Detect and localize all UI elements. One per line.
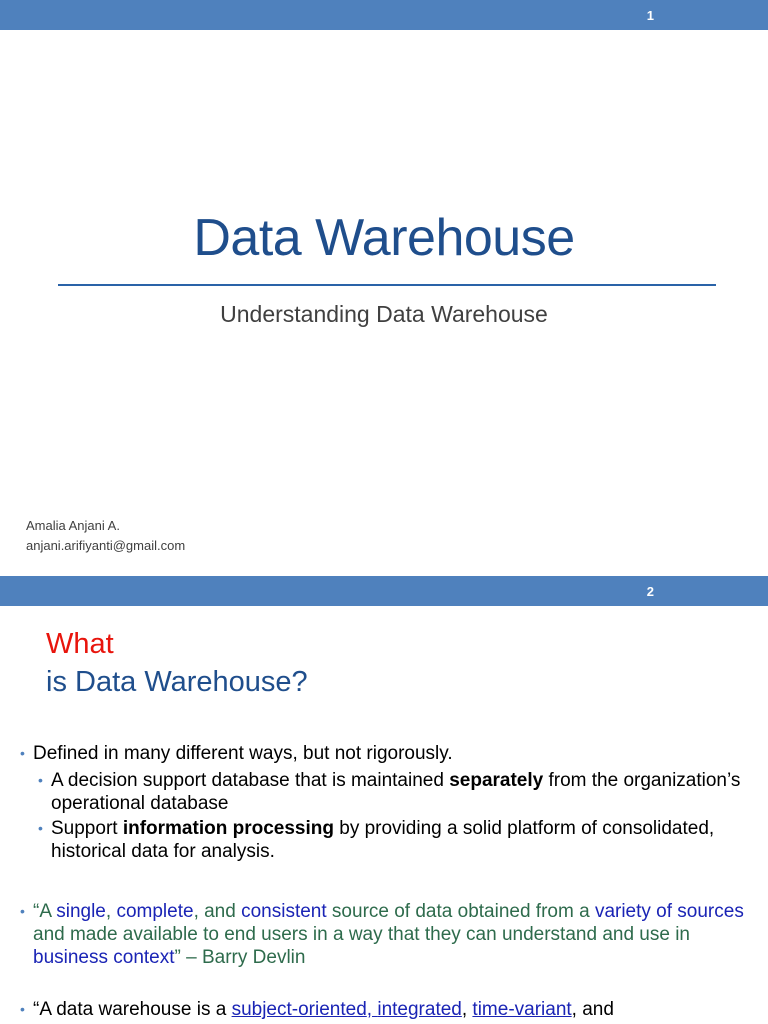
author-name: Amalia Anjani A. bbox=[26, 518, 120, 533]
link-integrated[interactable]: integrated bbox=[377, 999, 462, 1020]
slide-subtitle: Understanding Data Warehouse bbox=[220, 301, 548, 327]
link-subject-oriented[interactable]: subject-oriented bbox=[231, 999, 367, 1020]
title-divider bbox=[58, 284, 716, 286]
author-email: anjani.arifiyanti@gmail.com bbox=[26, 538, 186, 553]
sub-bullet-information-processing: • Support information processing by providing a solid platform of consolidated, historical data for analysis. bbox=[38, 818, 715, 862]
heading-what: What bbox=[46, 628, 114, 660]
bullet-icon: • bbox=[38, 820, 43, 836]
slide-number: 2 bbox=[646, 584, 654, 599]
quote-barry-devlin: • “A single, complete, and consistent source of data obtained from a variety of sources and made available to end users in a way that they can understand and use in business context” – Barry Devlin bbox=[20, 901, 744, 968]
author-info bbox=[26, 516, 185, 556]
sub-bullet-decision-support: • A decision support database that is maintained separately from the organization’s operational database bbox=[38, 770, 741, 814]
bullet-definition: • Defined in many different ways, but not rigorously. bbox=[20, 743, 453, 764]
bullet-icon: • bbox=[20, 1001, 25, 1017]
slide-title: Data Warehouse bbox=[193, 209, 575, 267]
slide-number: 1 bbox=[646, 8, 654, 23]
bullet-icon: • bbox=[20, 745, 25, 761]
heading-question: is Data Warehouse? bbox=[46, 666, 308, 698]
quote-inmon: • “A data warehouse is a subject-oriented, integrated, time-variant, and bbox=[20, 999, 614, 1020]
slide-2 bbox=[0, 576, 768, 1024]
bullet-icon: • bbox=[20, 903, 25, 919]
bullet-icon: • bbox=[38, 772, 43, 788]
link-time-variant[interactable]: time-variant bbox=[472, 999, 572, 1020]
